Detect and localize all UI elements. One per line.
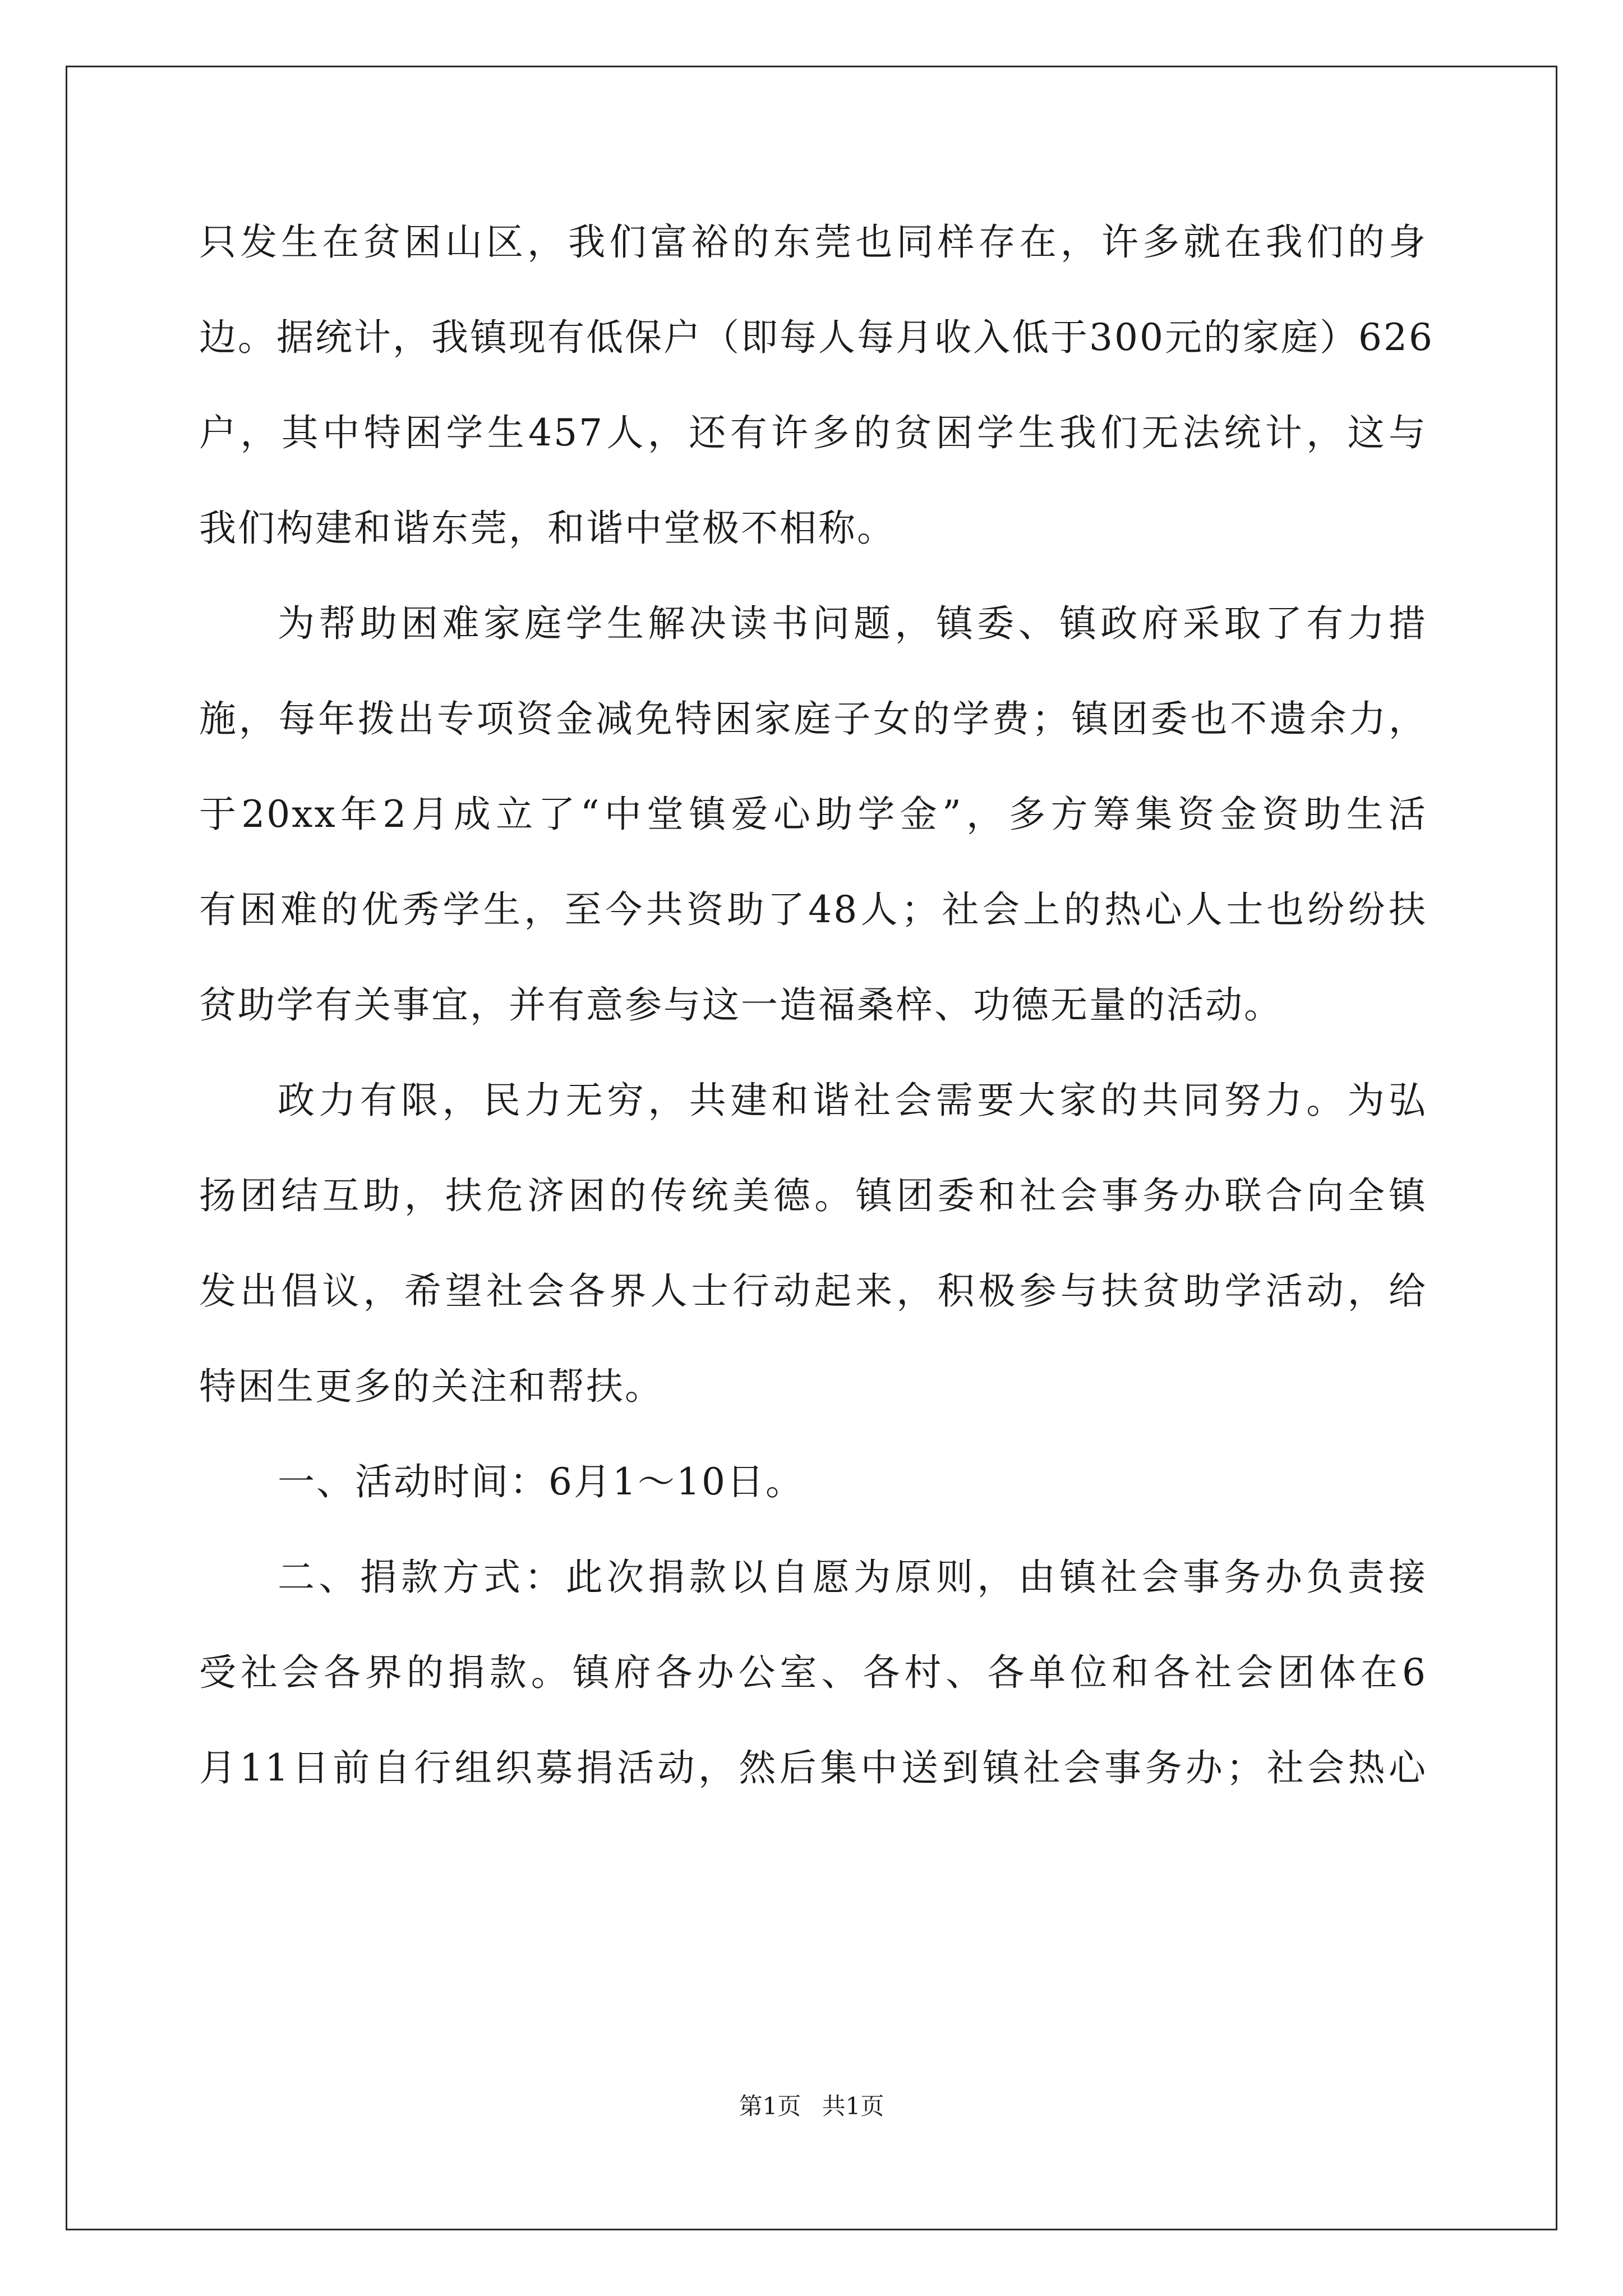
paragraph-start-line: 一、活动时间：6月1～10日。 xyxy=(278,1460,804,1503)
paragraph-start-line: 为帮助困难家庭学生解决读书问题，镇委、镇政府采取了有力措 xyxy=(278,602,1427,645)
page-number-current: 第1页 xyxy=(739,2092,801,2120)
text-line: 施，每年拨出专项资金减免特困家庭子女的学费；镇团委也不遗余力， xyxy=(199,697,1427,740)
text-line: 我们构建和谐东莞，和谐中堂极不相称。 xyxy=(199,507,896,550)
text-line: 有困难的优秀学生，至今共资助了48人；社会上的热心人士也纷纷扶 xyxy=(199,888,1427,931)
text-line: 扬团结互助，扶危济困的传统美德。镇团委和社会事务办联合向全镇 xyxy=(199,1174,1427,1217)
text-line: 只发生在贫困山区，我们富裕的东莞也同样存在，许多就在我们的身 xyxy=(199,220,1427,264)
page-number-total: 共1页 xyxy=(822,2092,884,2120)
text-line: 月11日前自行组织募捐活动，然后集中送到镇社会事务办；社会热心 xyxy=(199,1746,1427,1789)
text-line: 边。据统计，我镇现有低保户（即每人每月收入低于300元的家庭）626 xyxy=(199,316,1434,359)
paragraph-start-line: 二、捐款方式：此次捐款以自愿为原则，由镇社会事务办负责接 xyxy=(278,1556,1427,1599)
page-footer xyxy=(0,2092,1623,2120)
text-line: 特困生更多的关注和帮扶。 xyxy=(199,1365,663,1408)
text-line: 受社会各界的捐款。镇府各办公室、各村、各单位和各社会团体在6 xyxy=(199,1651,1427,1694)
page-border xyxy=(66,66,1557,2230)
text-line: 贫助学有关事宜，并有意参与这一造福桑梓、功德无量的活动。 xyxy=(199,983,1283,1027)
paragraph-start-line: 政力有限，民力无穷，共建和谐社会需要大家的共同努力。为弘 xyxy=(278,1079,1427,1122)
text-line: 于20xx年2月成立了“中堂镇爱心助学金”，多方筹集资金资助生活 xyxy=(199,793,1427,836)
text-line: 户，其中特困学生457人，还有许多的贫困学生我们无法统计，这与 xyxy=(199,411,1427,454)
text-line: 发出倡议，希望社会各界人士行动起来，积极参与扶贫助学活动，给 xyxy=(199,1269,1427,1313)
